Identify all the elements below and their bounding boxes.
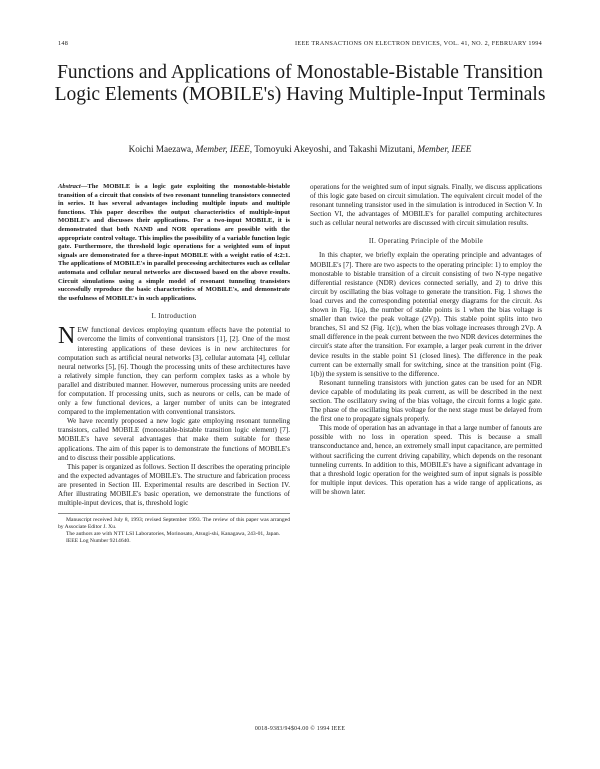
abstract-text: —The MOBILE is a logic gate exploiting the monostable-bistable transition of a circuit that consists of two resonant tunneling transistors connected in series. It has several advantages including multiple inputs and multiple functions. This paper describes the output characteristics of multiple-input MOBILE's and discusses their applications. For a two-input MOBILE, it is demonstrated that both NAND and NOR operations are possible with the appropriate control voltage. This implies the possibility of a variable function logic gate. Furthermore, the threshold logic operations for a weighted sum of input signals are demonstrated for a three-input MOBILE with a weight ratio of 4:2:1. The applications of MOBILE's in parallel processing architectures such as cellular automata and cellular neural networks are discussed based on the above results. Circuit simulations using a simple model of resonant tunneling transistors successfully reproduce the basic characteristics of MOBILE's, and demonstrate the usefulness of MOBILE's in such applications. — [58, 183, 290, 302]
intro-paragraph-1 — [58, 323, 290, 417]
footnote-ieee-log: IEEE Log Number 9214640. — [66, 538, 131, 545]
drop-cap: N — [58, 323, 76, 350]
footnote-received: Manuscript received July 8, 1993; revised September 1993. The review of this paper was arranged by Associate Editor J. Xu. — [58, 517, 290, 531]
right-column — [310, 183, 542, 497]
intro-paragraph-3: This paper is organized as follows. Section II describes the operating principle and the expected advantages of MOBILE's. The structure and fabrication process are presented in Section III. Experimental results are described in Section IV. After illustrating MOBILE's basic operation, we demonstrate the functions of multiple-input devices, that is, threshold logic — [58, 462, 290, 508]
page-header — [58, 40, 542, 50]
abstract — [58, 183, 290, 303]
abstract-label: Abstract — [58, 183, 81, 190]
section-1-heading: I. Introduction — [151, 312, 197, 321]
section-2-heading: II. Operating Principle of the Mobile — [368, 237, 484, 246]
paper-title: Functions and Applications of Monostable-Bistable Transition Logic Elements (MOBILE's) Having Multiple-Input Terminals — [54, 62, 546, 105]
author-1-role: Member, IEEE, — [195, 144, 253, 154]
author-2-3: Tomoyuki Akeyoshi, and Takashi Mizutani, — [254, 144, 416, 154]
author-line — [40, 144, 560, 154]
principle-paragraph-1: In this chapter, we briefly explain the operating principle and advantages of MOBILE's [7]. There are two aspects to the operating principle: 1) to employ the monostable to bistable transition of a circuit consisting of two N-type negative differential resistance (NDR) devices connected serially, and 2) to drive this circuit by oscillating the bias voltage to generate the transition. Fig. 1 shows the load curves and the corresponding potential energy diagrams for the circuit. As shown in Fig. 1(a), the number of stable points is 1 when the bias voltage is smaller than twice the peak voltage (2Vp). This stable point splits into two branches, S1 and S2 (Fig. 1(c)), when the bias voltage increases through 2Vp. A small difference in the peak current between the two NDR devices determines the circuit's state after the transition. For example, a larger peak current in the driver device results in the stable point S1 (closed lines). The difference in the peak current can be externally small for switching, since at the transition point (Fig. 1(b)) the system is sensitive to the difference. — [310, 251, 542, 378]
intro-paragraph-2: We have recently proposed a new logic gate employing resonant tunneling transistors, called MOBILE (monostable-bistable transition logic element) [7]. MOBILE's have several advantages that make them suitable for these applications. The aim of this paper is to demonstrate the functions of MOBILE's and to discuss their possible applications. — [58, 417, 290, 462]
principle-paragraph-2: Resonant tunneling transistors with junction gates can be used for an NDR device capable of modulating its peak current, as will be described in the next section. The oscillatory swing of the bias voltage, the circuit forms a logic gate. The phase of the oscillating bias voltage for the next stage must be delayed from the first one to propagate signals properly. — [310, 378, 542, 424]
author-2-3-role: Member, IEEE — [417, 144, 472, 154]
intro-paragraph-1-text: EW functional devices employing quantum effects have the potential to overcome the limits of conventional transistors [1], [2]. One of the most interesting applications of these devices is in new architectures for computation such as artificial neural networks [3], cellular automata [4], cellular neural networks [5], [6]. Though the processing units of these architectures have a relatively simple function, they can perform complex tasks as a whole by parallel and distributed manner. However, numerous processing units are needed for computation. If processing units, such as neurons or cells, can be made of only a few functional devices, a larger number of units can be integrated compared to the implementation with conventional transistors. — [58, 326, 290, 417]
page-number: 148 — [58, 40, 69, 47]
footnote — [58, 513, 290, 545]
copyright-footer: 0018-9383/94$04.00 © 1994 IEEE — [254, 726, 346, 732]
intro-continuation: operations for the weighted sum of input signals. Finally, we discuss applications of this logic gate based on circuit simulation. The equivalent circuit model of the resonant tunneling transistor used in the simulation is introduced in Section V. In Section VI, the advantages of MOBILE's for parallel computing architectures such as cellular neural networks are discussed with circuit simulation results. — [310, 183, 542, 228]
author-1: Koichi Maezawa, — [128, 144, 194, 154]
running-title: IEEE TRANSACTIONS ON ELECTRON DEVICES, VOL. 41, NO. 2, FEBRUARY 1994 — [295, 40, 542, 47]
principle-paragraph-3: This mode of operation has an advantage in that a large number of fanouts are possible with no loss in operation speed. This is because a small transconductance and, hence, an extremely small input capacitance, are permitted without sacrificing the current driving capability, which depends on the resonant tunneling currents. In addition to this, MOBILE's have a significant advantage in that a threshold logic operation for the weighted sum of input signals is possible for multiple input devices. This operation has a wide range of applications, as will be shown later. — [310, 424, 542, 496]
footnote-affiliation: The authors are with NTT LSI Laboratories, Morinosato, Atsugi-shi, Kanagawa, 243-01, Japan. — [66, 531, 281, 538]
left-column — [58, 183, 290, 545]
